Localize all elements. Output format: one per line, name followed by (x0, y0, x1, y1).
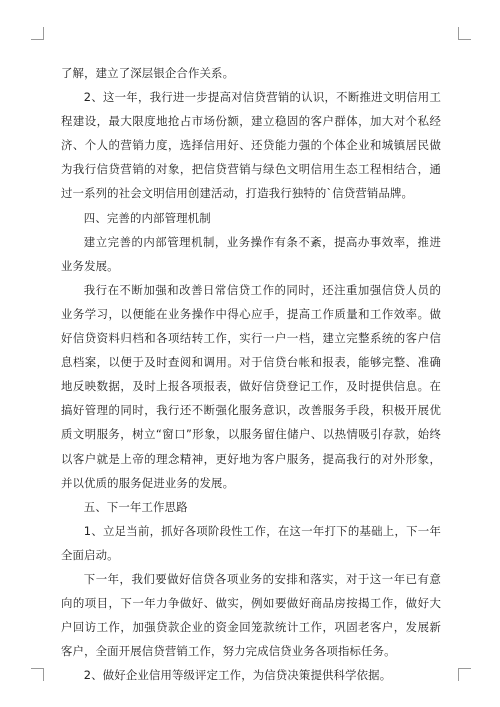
paragraph-plan-item-1: 1、立足当前，抓好各项阶段性工作，在这一年打下的基础上，下一年全面启动。 (61, 523, 441, 562)
document-body (61, 61, 441, 687)
section-heading-internal-management: 四、完善的内部管理机制 (83, 210, 211, 225)
paragraph-management-details: 我行在不断加强和改善日常信贷工作的同时，还注重加强信贷人员的业务学习，以便能在业务操作中得心应手，提高工作质量和工作效率。做好信贷资料归档和各项结转工作，实行一户一档，建立完整系统的客户信息档案，以便于及时查阅和调用。对于信贷台帐和报表，能够完整、准确地反映数据，及时上报各项报表，做好信贷登记工作，及时提供信息。在搞好管理的同时，我行还不断强化服务意识，改善服务手段，积极开展优质文明服务，树立“窗口”形象，以服务留住储户、以热情吸引存款，始终以客户就是上帝的理念精神，更好地为客户服务，提高我行的对外形象，并以优质的服务促进业务的发展。 (61, 282, 441, 490)
crop-mark-bottom-left (31, 668, 44, 681)
crop-mark-top-left (31, 27, 44, 40)
paragraph-credit-marketing: 2、这一年，我行进一步提高对信贷营销的认识，不断推进文明信用工程建设，最大限度地抢占市场份额，建立稳固的客户群体，加大对个私经济、个人的营销力度，选择信用好、还贷能力强的个体企业和城镇居民做为我行信贷营销的对象，把信贷营销与绿色文明信用生态工程相结合，通过一系列的社会文明信用创建活动，打造我行独特的`信贷营销品牌。 (61, 90, 441, 201)
paragraph-plan-details: 下一年，我们要做好信贷各项业务的安排和落实，对于这一年已有意向的项目，下一年力争做好、做实，例如要做好商品房按揭工作，做好大户回访工作，加强贷款企业的资金回笼款统计工作，巩固老客户，发展新客户，全面开展信贷营销工作，努力完成信贷业务各项指标任务。 (61, 571, 441, 659)
paragraph-plan-item-2: 2、做好企业信用等级评定工作，为信贷决策提供科学依据。 (83, 668, 392, 683)
crop-mark-top-right (458, 27, 471, 40)
crop-mark-bottom-right (458, 668, 471, 681)
paragraph-management-intro: 建立完善的内部管理机制，业务操作有条不紊，提高办事效率，推进业务发展。 (61, 234, 441, 273)
paragraph-continuation: 了解，建立了深层银企合作关系。 (61, 66, 235, 80)
section-heading-next-year-plan: 五、下一年工作思路 (83, 499, 188, 514)
